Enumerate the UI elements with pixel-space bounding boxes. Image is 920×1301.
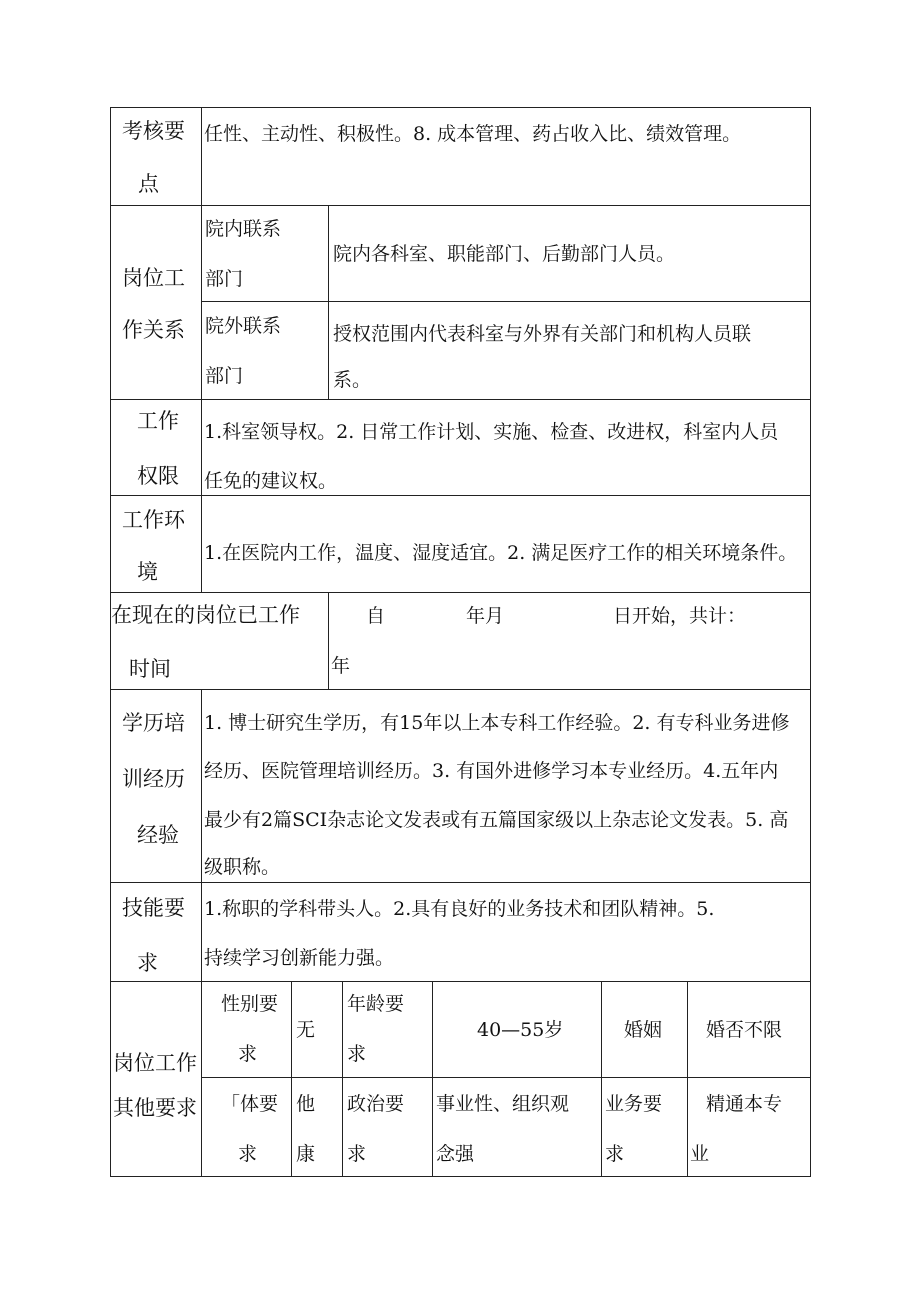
grid-column-divider — [291, 981, 292, 1177]
education-label-line3: 经验 — [137, 824, 179, 847]
internal-contact-label-line1: 院内联系 — [205, 218, 282, 240]
tenure-from: 自 — [366, 605, 386, 627]
body-requirement-label-line1: 「体要 — [221, 1093, 279, 1115]
authority-content-line1: 1.科室领导权。2. 日常工作计划、实施、检查、改进权，科室内人员 — [204, 421, 779, 443]
body-requirement-value-line2: 康 — [296, 1143, 316, 1165]
age-requirement-label-line1: 年龄要 — [347, 993, 405, 1015]
politics-requirement-value-line2: 念强 — [436, 1143, 475, 1165]
politics-requirement-label-line2: 求 — [347, 1143, 367, 1165]
age-requirement-value: 40—55岁 — [477, 1019, 564, 1041]
external-contact-label-line2: 部门 — [205, 365, 244, 387]
body-requirement-label-line2: 求 — [238, 1143, 258, 1165]
business-requirement-label-line1: 业务要 — [605, 1093, 663, 1115]
environment-label-line1: 工作环 — [122, 509, 185, 532]
education-content-line3: 最少有2篇SCI杂志论文发表或有五篇国家级以上杂志论文发表。5. 高 — [204, 809, 789, 831]
row-divider — [201, 301, 811, 302]
marriage-value: 婚否不限 — [706, 1019, 783, 1041]
marriage-label: 婚姻 — [624, 1019, 663, 1041]
business-requirement-label-line2: 求 — [605, 1143, 625, 1165]
internal-contact-content: 院内各科室、职能部门、后勤部门人员。 — [333, 243, 676, 265]
grid-column-divider — [342, 981, 343, 1177]
education-label-line1: 学历培 — [122, 712, 185, 735]
age-requirement-label-line2: 求 — [347, 1043, 367, 1065]
politics-requirement-label-line1: 政治要 — [347, 1093, 405, 1115]
skills-label-line1: 技能要 — [122, 897, 185, 920]
environment-label-line2: 境 — [137, 561, 158, 584]
label-column-divider — [201, 107, 202, 593]
other-label-line1: 岗位工作 — [113, 1052, 197, 1075]
table-border-top — [110, 107, 811, 108]
authority-label-line2: 权限 — [137, 465, 179, 488]
label-column-divider — [201, 689, 202, 1177]
authority-content-line2: 任免的建议权。 — [204, 470, 338, 492]
environment-content: 1.在医院内工作，温度、湿度适宜。2. 满足医疗工作的相关环境条件。 — [204, 542, 798, 564]
body-requirement-value-line1: 他 — [296, 1093, 316, 1115]
skills-content-line1: 1.称职的学科带头人。2.具有良好的业务技术和团队精神。5. — [204, 898, 715, 920]
politics-requirement-value-line1: 事业性、组织观 — [436, 1093, 570, 1115]
row-divider — [201, 1077, 811, 1078]
external-contact-content-line2: 系。 — [333, 369, 372, 391]
education-content-line4: 级职称。 — [204, 856, 281, 878]
tenure-year-month: 年月 — [466, 605, 505, 627]
grid-column-divider — [432, 981, 433, 1177]
assessment-label-line2: 点 — [138, 173, 159, 196]
external-contact-label-line1: 院外联系 — [205, 315, 282, 337]
education-content-line1: 1. 博士研究生学历，有15年以上本专科工作经验。2. 有专科业务进修 — [204, 712, 790, 734]
tenure-year: 年 — [331, 655, 351, 677]
business-requirement-value-line2: 业 — [690, 1143, 710, 1165]
skills-label-line2: 求 — [137, 952, 158, 975]
gender-requirement-label-line2: 求 — [238, 1043, 258, 1065]
row-divider — [110, 689, 811, 690]
external-contact-content-line1: 授权范围内代表科室与外界有关部门和机构人员联 — [333, 323, 752, 345]
education-label-line2: 训经历 — [122, 768, 185, 791]
assessment-content: 任性、主动性、积极性。8. 成本管理、药占收入比、绩效管理。 — [204, 123, 742, 145]
sub-column-divider — [328, 205, 329, 400]
other-label-line2: 其他要求 — [113, 1097, 197, 1120]
tenure-label-line1: 在现在的岗位已工作 — [111, 604, 300, 627]
gender-requirement-label-line1: 性别要 — [221, 993, 279, 1015]
table-border-left — [110, 107, 111, 1177]
grid-column-divider — [687, 981, 688, 1177]
internal-contact-label-line2: 部门 — [205, 268, 244, 290]
relations-label-line2: 作关系 — [122, 319, 185, 342]
sub-column-divider — [328, 592, 329, 690]
education-content-line2: 经历、医院管理培训经历。3. 有国外进修学习本专业经历。4.五年内 — [204, 760, 779, 782]
relations-label-line1: 岗位工 — [122, 267, 185, 290]
table-border-right — [810, 107, 811, 1177]
business-requirement-value-line1: 精通本专 — [706, 1093, 783, 1115]
grid-column-divider — [601, 981, 602, 1177]
assessment-label-line1: 考核要 — [122, 120, 185, 143]
tenure-day-total: 日开始，共计： — [613, 605, 747, 627]
skills-content-line2: 持续学习创新能力强。 — [204, 947, 395, 969]
authority-label-line1: 工作 — [137, 410, 179, 433]
tenure-label-line2: 时间 — [129, 658, 171, 681]
gender-requirement-value: 无 — [296, 1019, 316, 1041]
